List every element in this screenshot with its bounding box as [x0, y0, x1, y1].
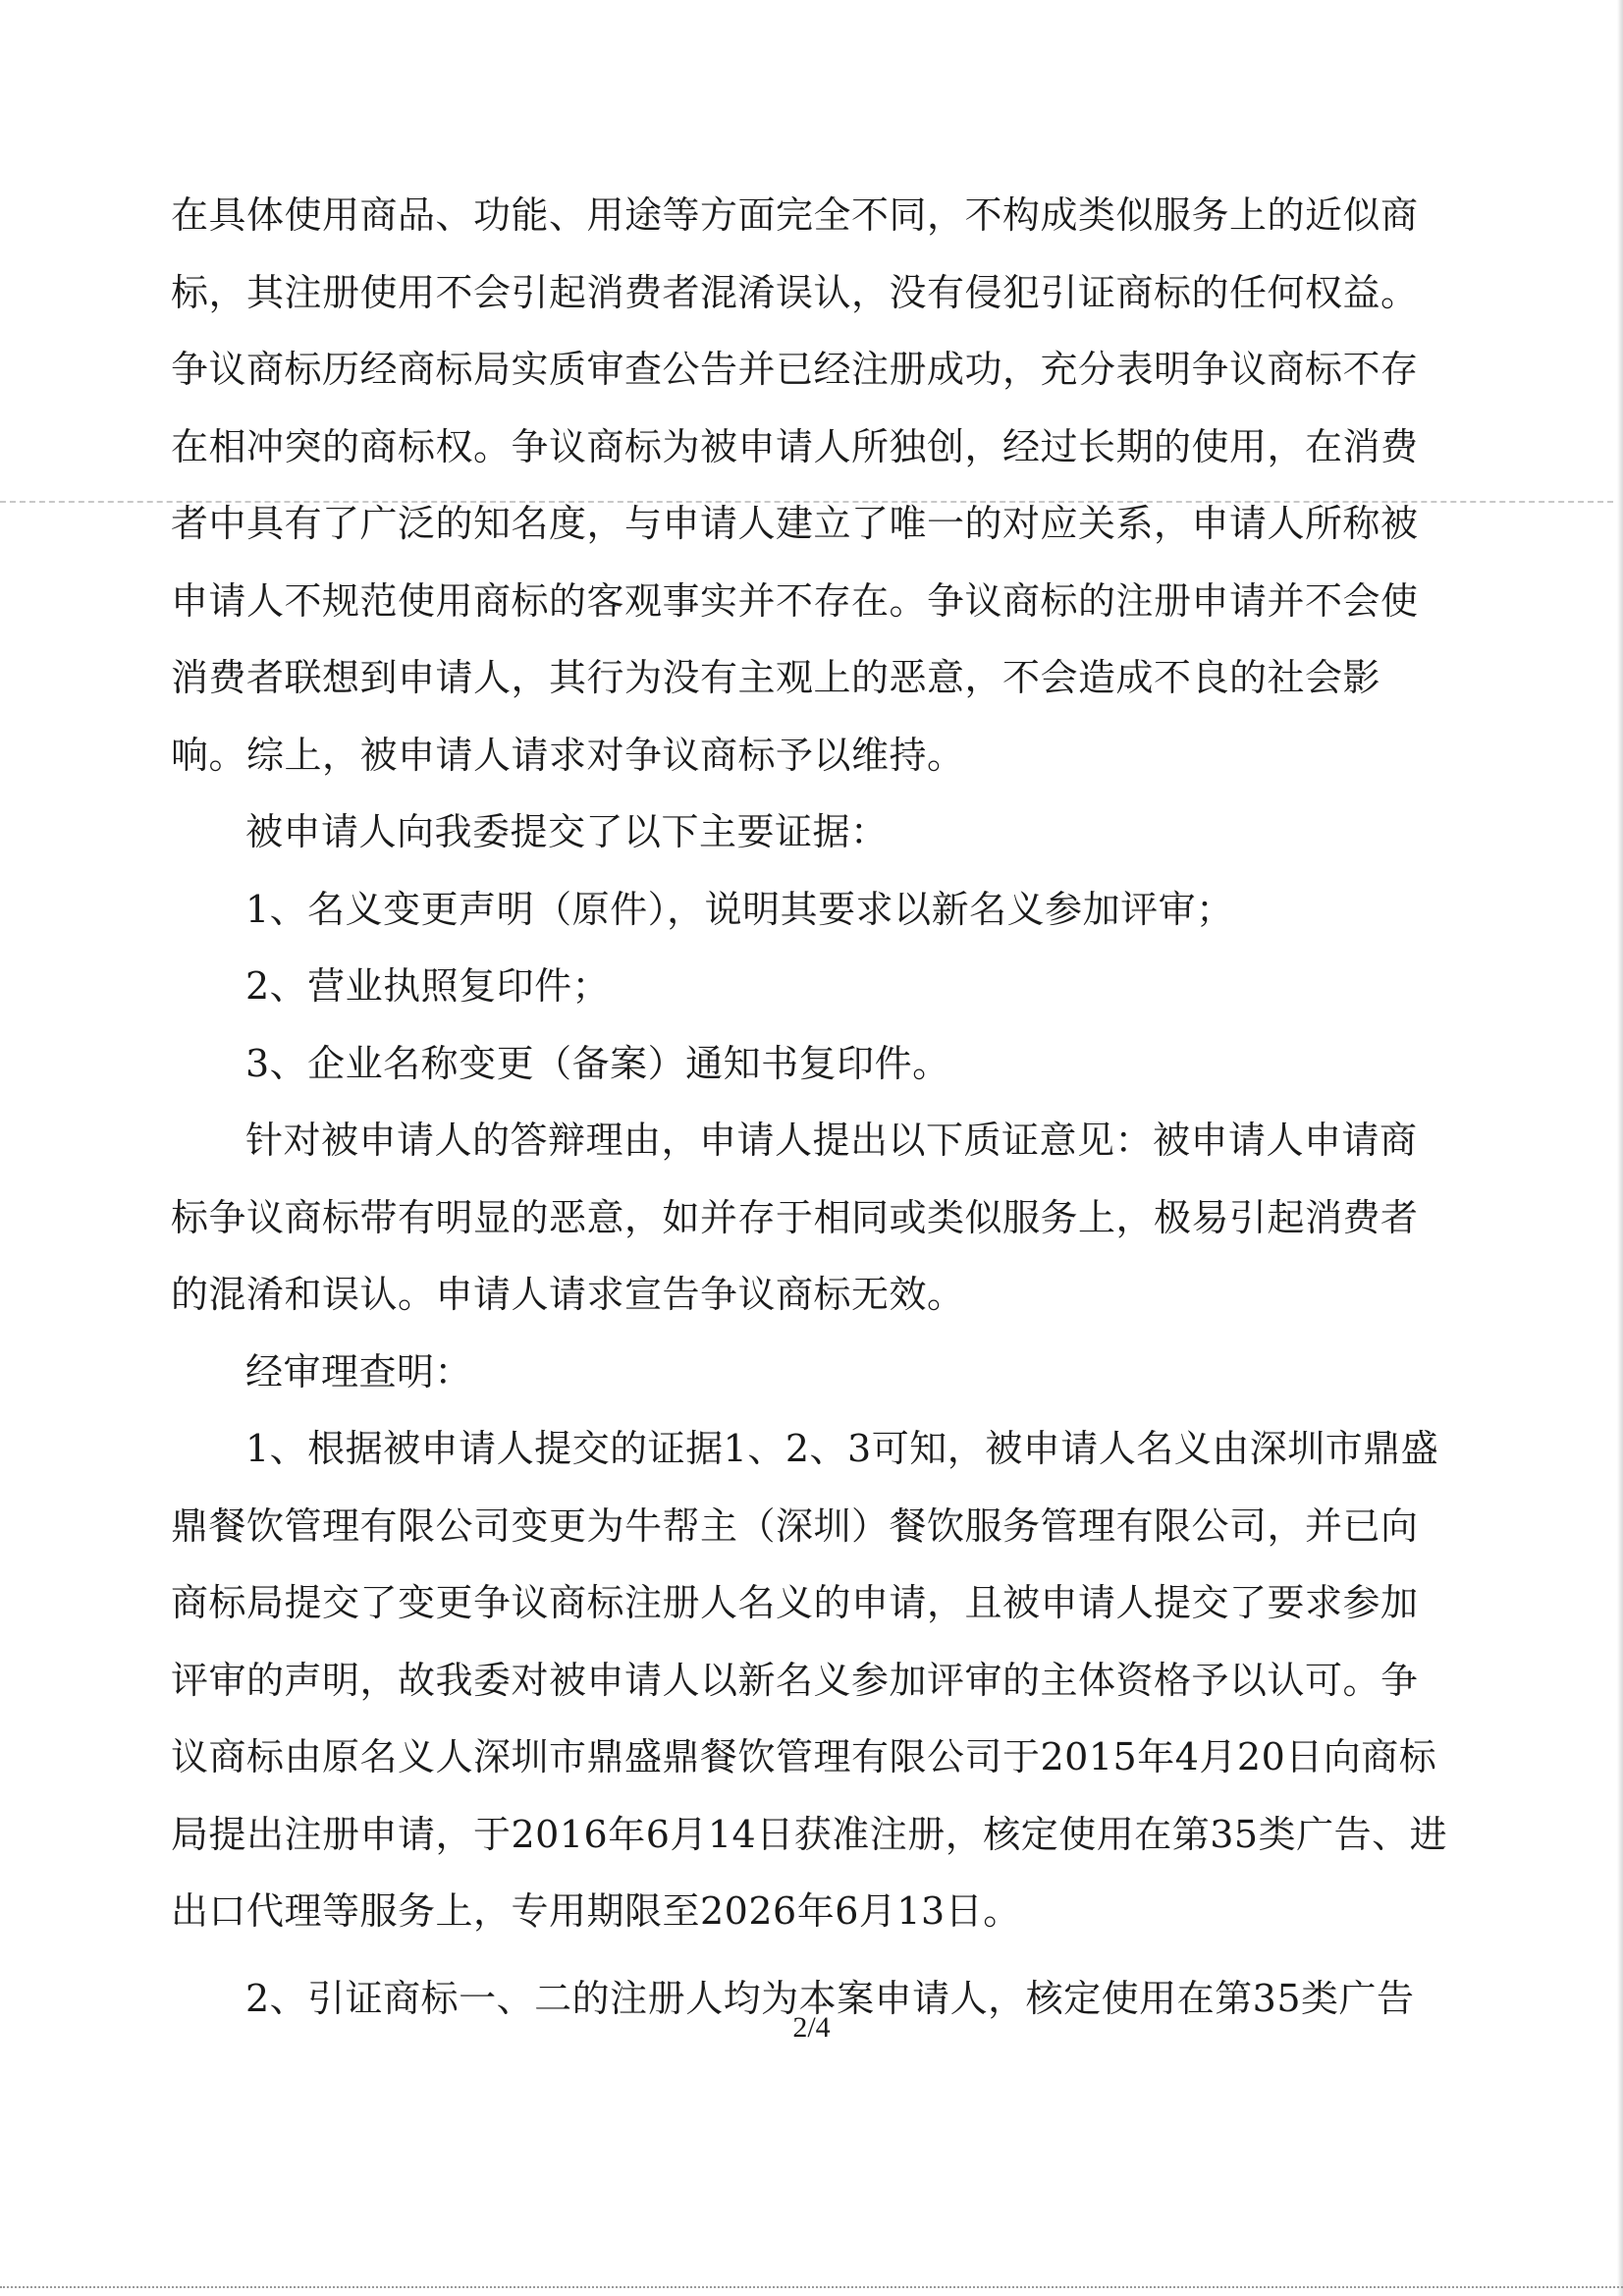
- text-line: 商标局提交了变更争议商标注册人名义的申请，且被申请人提交了要求参加: [171, 1581, 1419, 1624]
- text-line: 标争议商标带有明显的恶意，如并存于相同或类似服务上，极易引起消费者: [171, 1195, 1419, 1239]
- text-line: 者中具有了广泛的知名度，与申请人建立了唯一的对应关系，申请人所称被: [171, 502, 1419, 545]
- text-line: 鼎餐饮管理有限公司变更为牛帮主（深圳）餐饮服务管理有限公司，并已向: [171, 1503, 1419, 1548]
- text-line: 议商标由原名义人深圳市鼎盛鼎餐饮管理有限公司于2015年4月20日向商标: [171, 1735, 1437, 1778]
- text-line: 在具体使用商品、功能、用途等方面完全不同，不构成类似服务上的近似商: [171, 193, 1419, 237]
- text-line: 标，其注册使用不会引起消费者混淆误认，没有侵犯引证商标的任何权益。: [171, 270, 1419, 314]
- text-line: 评审的声明，故我委对被申请人以新名义参加评审的主体资格予以认可。争: [171, 1658, 1419, 1702]
- page-number: 2/4: [792, 2011, 831, 2044]
- scan-edge-shadow: [1617, 0, 1623, 2296]
- document-body: [171, 177, 1448, 2037]
- text-line: 被申请人向我委提交了以下主要证据：: [245, 810, 889, 853]
- text-line: 在相冲突的商标权。争议商标为被申请人所独创，经过长期的使用，在消费: [171, 424, 1419, 468]
- text-line: 经审理查明：: [245, 1349, 473, 1394]
- finding-item: 2、引证商标一、二的注册人均为本案申请人，核定使用在第35类广告: [245, 1976, 1415, 2020]
- evidence-item: 1、名义变更声明（原件），说明其要求以新名义参加评审；: [245, 887, 1234, 931]
- text-line: 的混淆和误认。申请人请求宣告争议商标无效。: [171, 1273, 965, 1316]
- evidence-item: 2、营业执照复印件；: [245, 964, 611, 1008]
- text-line: 争议商标历经商标局实质审查公告并已经注册成功，充分表明争议商标不存: [171, 348, 1419, 391]
- evidence-item: 3、企业名称变更（备案）通知书复印件。: [245, 1041, 950, 1085]
- text-line: 响。综上，被申请人请求对争议商标予以维持。: [171, 733, 965, 777]
- text-line: 出口代理等服务上，专用期限至2026年6月13日。: [171, 1889, 1021, 1933]
- text-line: 消费者联想到申请人，其行为没有主观上的恶意，不会造成不良的社会影: [171, 656, 1381, 699]
- text-line: 局提出注册申请，于2016年6月14日获准注册，核定使用在第35类广告、进: [171, 1812, 1448, 1856]
- text-line: 申请人不规范使用商标的客观事实并不存在。争议商标的注册申请并不会使: [171, 578, 1419, 623]
- scan-bottom-edge: [0, 2286, 1623, 2296]
- text-line: 针对被申请人的答辩理由，申请人提出以下质证意见：被申请人申请商: [245, 1119, 1418, 1162]
- finding-item: 1、根据被申请人提交的证据1、2、3可知，被申请人名义由深圳市鼎盛: [245, 1427, 1439, 1470]
